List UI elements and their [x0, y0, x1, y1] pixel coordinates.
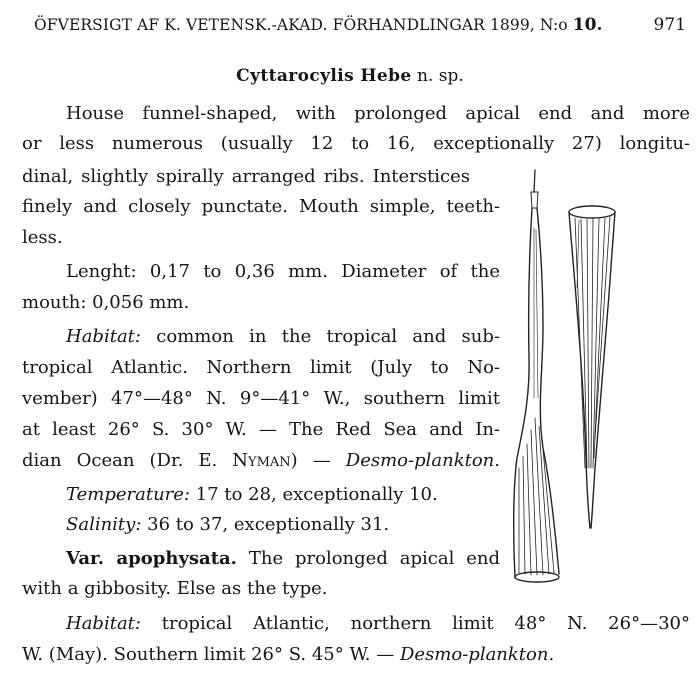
salinity-value: 36 to 37, exceptionally 31.	[141, 514, 390, 535]
habitat-line: tropical Atlantic. Northern limit (July to No-	[22, 357, 500, 378]
journal-title: ÖFVERSIGT AF K. VETENSK.-AKAD. FÖRHANDLINGAR 1899, N:o	[34, 16, 573, 34]
habitat-line	[22, 450, 500, 472]
temperature-value: 17 to 28, exceptionally 10.	[190, 484, 438, 505]
text-line: Lenght: 0,17 to 0,36 mm. Diameter of the	[66, 261, 500, 282]
habitat-line	[22, 644, 554, 666]
habitat-line	[66, 613, 690, 635]
variety-text: The prolonged apical end	[236, 548, 500, 569]
plankton-type: Desmo-plankton.	[399, 644, 555, 665]
habitat-line: vember) 47°—48° N. 9°—41° W., southern limit	[22, 388, 500, 409]
habitat-text: W. (May). Southern limit 26° S. 45° W. —	[22, 644, 400, 665]
issue-number: 10.	[572, 15, 603, 35]
habitat-text: common in the tropical and sub-	[140, 326, 500, 347]
habitat-text: tropical Atlantic, northern limit 48° N. 26°—30°	[140, 613, 690, 634]
lorica-tilted-figure	[569, 206, 615, 528]
habitat-label: Habitat:	[66, 613, 141, 634]
species-title	[0, 65, 700, 87]
text-line: House funnel-shaped, with prolonged apical end and more	[66, 103, 690, 124]
variety-line: with a gibbosity. Else as the type.	[22, 578, 328, 599]
habitat-text: dian Ocean (Dr. E.	[22, 450, 233, 471]
lorica-illustration	[505, 168, 695, 592]
salinity-label: Salinity:	[66, 514, 142, 535]
salinity-line	[66, 514, 389, 536]
lorica-tall-figure	[514, 170, 559, 582]
habitat-text: ) —	[290, 450, 346, 471]
text-line: dinal, slightly spirally arranged ribs. Interstices	[22, 166, 470, 187]
text-line: mouth: 0,056 mm.	[22, 292, 190, 313]
temperature-label: Temperature:	[66, 484, 190, 505]
species-name: Cyttarocylis Hebe	[236, 66, 412, 86]
text-line: or less numerous (usually 12 to 16, exceptionally 27) longitu-	[22, 133, 690, 154]
variety-line	[66, 548, 500, 570]
habitat-label: Habitat:	[66, 326, 141, 347]
habitat-line: at least 26° S. 30° W. — The Red Sea and In-	[22, 419, 500, 440]
text-line: less.	[22, 227, 63, 248]
habitat-line	[66, 326, 500, 348]
plankton-type: Desmo-plankton.	[345, 450, 501, 471]
collector-name: Nyman	[232, 450, 291, 471]
species-suffix: n. sp.	[417, 66, 464, 86]
running-header	[34, 14, 686, 36]
temperature-line	[66, 484, 438, 506]
variety-name: Var. apophysata.	[66, 548, 237, 569]
text-line: finely and closely punctate. Mouth simple, teeth-	[22, 196, 500, 217]
page-number: 971	[653, 15, 686, 35]
